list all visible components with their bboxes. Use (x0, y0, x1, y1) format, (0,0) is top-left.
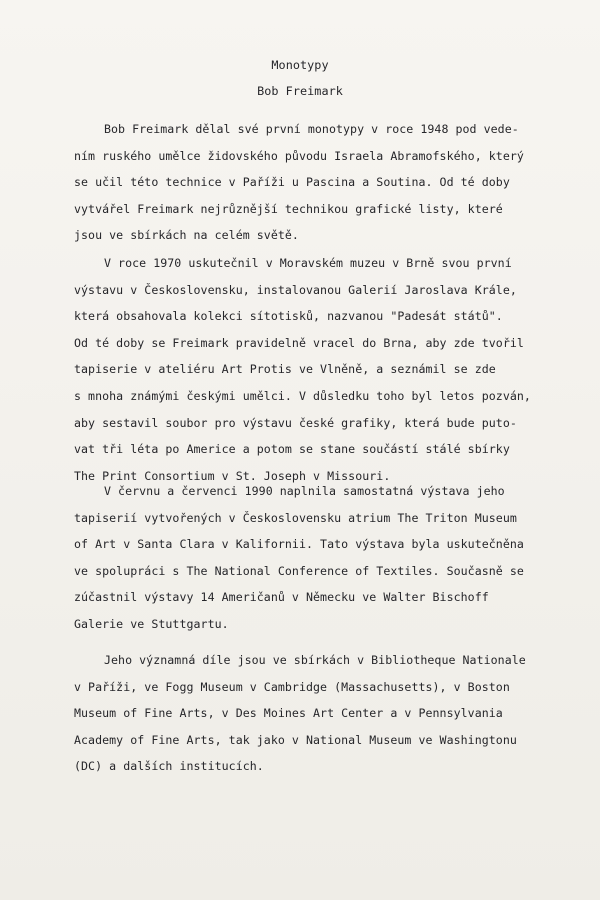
document-title: Monotypy (271, 58, 329, 72)
text-line: (DC) a dalších institucích. (74, 759, 264, 774)
text-line: Jeho významná díle jsou ve sbírkách v Bibliotheque Nationale (104, 653, 526, 667)
text-line: v Paříži, ve Fogg Museum v Cambridge (Massachusetts), v Boston (74, 679, 510, 694)
document-author: Bob Freimark (257, 84, 343, 98)
text-line: V červnu a červenci 1990 naplnila samostatná výstava jeho (104, 484, 505, 498)
text-line: of Art v Santa Clara v Kalifornii. Tato výstava byla uskutečněna (74, 537, 524, 552)
text-line: s mnoha známými českými umělci. V důsledku toho byl letos pozván, (74, 389, 531, 403)
text-line: ve spolupráci s The National Conference of Textiles. Současně se (74, 563, 524, 578)
text-line: zúčastnil výstavy 14 Američanů v Německu ve Walter Bischoff (74, 590, 489, 605)
text-line: jsou ve sbírkách na celém světě. (74, 228, 299, 243)
text-line: tapiserie v ateliéru Art Protis ve Vlněně, a seznámil se zde (74, 362, 496, 377)
text-line: výstavu v Československu, instalovanou Galerií Jaroslava Krále, (74, 282, 517, 297)
text-line: V roce 1970 uskutečnil v Moravském muzeu v Brně svou první (104, 256, 512, 270)
text-line: Od té doby se Freimark pravidelně vracel do Brna, aby zde tvořil (74, 335, 524, 350)
text-line: tapiserií vytvořených v Československu atrium The Triton Museum (74, 510, 517, 525)
text-line: která obsahovala kolekci sítotisků, nazvanou "Padesát států". (74, 309, 503, 324)
text-line: se učil této technice v Paříži u Pascina a Soutina. Od té doby (74, 175, 510, 190)
text-line: Museum of Fine Arts, v Des Moines Art Center a v Pennsylvania (74, 706, 503, 721)
text-line: Bob Freimark dělal své první monotypy v roce 1948 pod vede- (104, 122, 519, 136)
text-line: aby sestavil soubor pro výstavu české grafiky, která bude puto- (74, 415, 517, 430)
text-line: Galerie ve Stuttgartu. (74, 617, 229, 631)
text-line: vytvářel Freimark nejrůznější technikou grafické listy, které (74, 201, 503, 216)
text-line: ním ruského umělce židovského původu Israela Abramofského, který (74, 148, 524, 163)
text-line: vat tři léta po Americe a potom se stane součástí stálé sbírky (74, 442, 510, 457)
text-line: Academy of Fine Arts, tak jako v National Museum ve Washingtonu (74, 732, 517, 747)
text-line: The Print Consortium v St. Joseph v Missouri. (74, 468, 391, 483)
